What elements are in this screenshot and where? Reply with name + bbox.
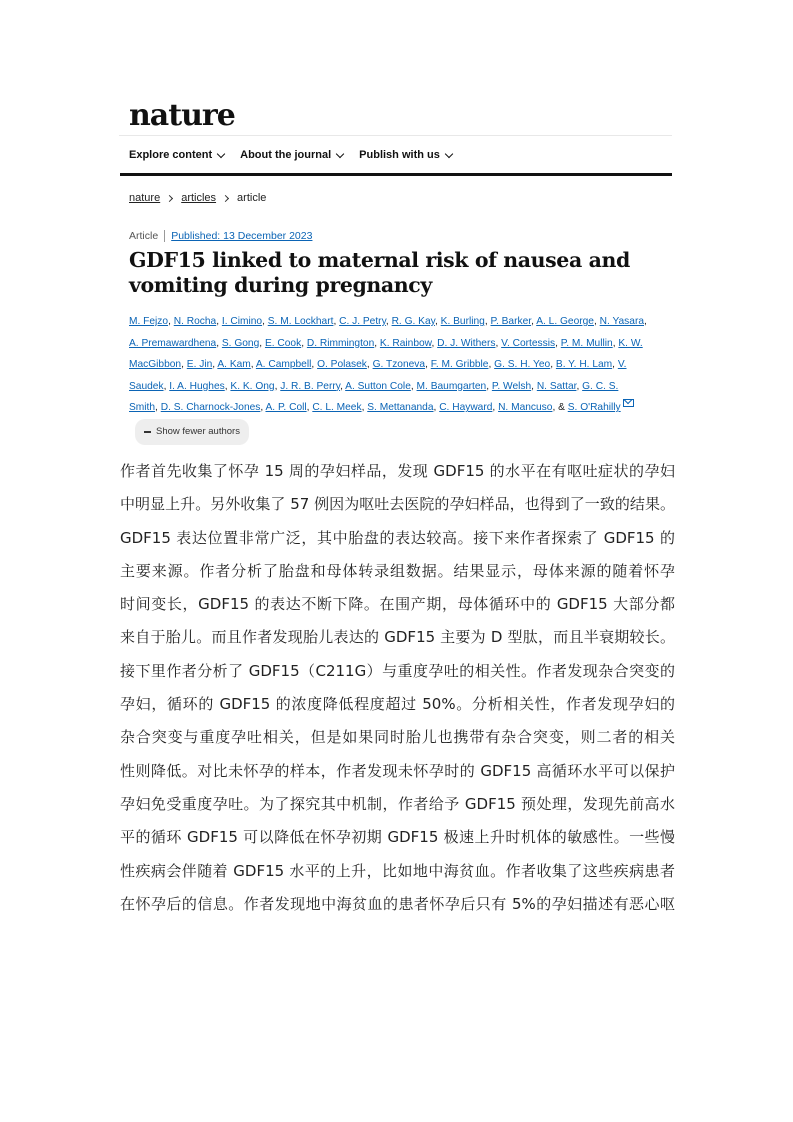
nature-logo[interactable]: nature xyxy=(129,98,235,133)
author-link[interactable]: B. Y. H. Lam xyxy=(555,359,613,371)
body-line: 在怀孕后的信息。作者发现地中海贫血的患者怀孕后只有 5%的孕妇描述有恶心呕 xyxy=(120,894,675,913)
minus-icon xyxy=(144,431,151,433)
author-link[interactable]: N. Mancuso xyxy=(498,402,553,414)
body-line: 中明显上升。另外收集了 57 例因为呕吐去医院的孕妇样品，也得到了一致的结果。 xyxy=(120,495,675,514)
author-link[interactable]: N. Rocha xyxy=(173,316,217,327)
body-line: GDF15 表达位置非常广泛，其中胎盘的表达较高。接下来作者探索了 GDF15 的 xyxy=(120,528,675,547)
author-link[interactable]: K. K. Ong xyxy=(230,380,275,392)
author-link[interactable]: S. Gong xyxy=(221,337,260,349)
article-body-text xyxy=(120,455,675,921)
author-link[interactable]: E. Cook xyxy=(264,337,302,349)
divider xyxy=(119,135,672,136)
author-link[interactable]: G. Tzoneva xyxy=(372,359,426,371)
author-link[interactable]: S. M. Lockhart xyxy=(267,316,334,327)
breadcrumb-article: article xyxy=(237,192,267,204)
nav-divider xyxy=(120,173,672,176)
author-link[interactable]: R. G. Kay xyxy=(391,316,435,327)
published-date[interactable]: Published: 13 December 2023 xyxy=(171,230,313,242)
ampersand: & xyxy=(558,402,565,414)
author-link[interactable]: D. Rimmington xyxy=(306,337,375,349)
author-link[interactable]: M. Baumgarten xyxy=(416,380,487,392)
breadcrumb-nature[interactable]: nature xyxy=(129,192,161,204)
chevron-right-icon xyxy=(166,194,173,201)
author-link[interactable]: A. Kam xyxy=(217,359,251,371)
body-line: 孕妇免受重度孕吐。为了探究其中机制，作者给予 GDF15 预处理，发现先前高水 xyxy=(120,794,675,813)
author-link[interactable]: I. A. Hughes xyxy=(169,380,225,392)
author-link[interactable]: P. Welsh xyxy=(491,380,532,392)
body-line: 接下里作者分析了 GDF15（C211G）与重度孕吐的相关性。作者发现杂合突变的 xyxy=(120,661,675,680)
body-line: 性则降低。对比未怀孕的样本，作者发现未怀孕时的 GDF15 高循环水平可以保护 xyxy=(120,761,675,780)
main-nav xyxy=(129,149,468,161)
body-line: 来自于胎儿。而且作者发现胎儿表达的 GDF15 主要为 D 型肽，而且半衰期较长。 xyxy=(120,628,675,647)
breadcrumb xyxy=(129,192,266,204)
author-link[interactable]: K. Rainbow xyxy=(379,337,432,349)
author-list: M. Fejzo, N. Rocha, I. Cimino, S. M. Lockhart, C. J. Petry, R. G. Kay, K. Burling, P. Barker, A. L. George, N. Yasara, A. Premawardhena, S. Gong, E. Cook, D. Rimmington, K. Rainbow, D. J. Withers, V. Cortessis, P. M. Mullin, K. W. MacGibbon, E. Jin, A. Kam, A. Campbell, O. Polasek, G. Tzoneva, F. M. Gribble, G. S. H. Yeo, B. Y. H. Lam, V. Saudek, I. A. Hughes, K. K. Ong, J. R. B. Perry, A. Sutton Cole, M. Baumgarten, P. Welsh, N. Sattar, G. C. S. Smith, D. S. Charnock-Jones, A. P. Coll, C. L. Meek, S. Mettananda, C. Hayward, N. Mancuso, & S. O'Rahilly Show fewer authors xyxy=(129,311,649,445)
article-screenshot xyxy=(119,97,672,444)
nav-label: Explore content xyxy=(129,149,213,161)
author-link[interactable]: S. O'Rahilly xyxy=(567,402,621,414)
author-link[interactable]: P. Barker xyxy=(490,316,532,327)
body-line: 作者首先收集了怀孕 15 周的孕妇样品，发现 GDF15 的水平在有呕吐症状的孕妇 xyxy=(120,462,675,480)
author-link[interactable]: C. L. Meek xyxy=(312,402,362,414)
author-link[interactable]: I. Cimino xyxy=(221,316,263,327)
body-line: 平的循环 GDF15 可以降低在怀孕初期 GDF15 极速上升时机体的敏感性。一些慢 xyxy=(120,828,675,847)
author-link[interactable]: A. P. Coll xyxy=(265,402,307,414)
author-link[interactable]: M. Fejzo xyxy=(129,316,169,327)
body-line: 时间变长，GDF15 的表达不断下降。在围产期，母体循环中的 GDF15 大部分都 xyxy=(120,595,675,614)
author-link[interactable]: A. Premawardhena xyxy=(129,337,217,349)
author-link[interactable]: C. Hayward xyxy=(439,402,493,414)
author-link[interactable]: P. M. Mullin xyxy=(560,337,613,349)
divider xyxy=(164,230,165,242)
author-link[interactable]: S. Mettananda xyxy=(367,402,434,414)
author-link[interactable]: J. R. B. Perry xyxy=(280,380,341,392)
author-link[interactable]: K. W. MacGibbon xyxy=(129,337,643,371)
nav-explore-content[interactable] xyxy=(129,149,224,161)
author-link[interactable]: K. Burling xyxy=(440,316,485,327)
author-link[interactable]: A. Campbell xyxy=(255,359,312,371)
author-link[interactable]: D. J. Withers xyxy=(437,337,496,349)
author-link[interactable]: G. S. H. Yeo xyxy=(494,359,551,371)
nav-publish-with-us[interactable] xyxy=(359,149,452,161)
article-type: Article xyxy=(129,230,159,242)
body-line: 性疾病会伴随着 GDF15 水平的上升，比如地中海贫血。作者收集了这些疾病患者 xyxy=(120,861,675,880)
author-link[interactable]: E. Jin xyxy=(186,359,213,371)
author-link[interactable]: D. S. Charnock-Jones xyxy=(160,402,261,414)
author-link[interactable]: N. Yasara xyxy=(599,316,644,327)
author-link[interactable]: N. Sattar xyxy=(536,380,577,392)
author-link[interactable]: V. Cortessis xyxy=(501,337,556,349)
show-fewer-authors-button[interactable] xyxy=(135,419,249,445)
show-fewer-label: Show fewer authors xyxy=(156,425,240,437)
chevron-right-icon xyxy=(222,194,229,201)
chevron-down-icon xyxy=(336,149,344,157)
body-line: 孕妇，循环的 GDF15 的浓度降低程度超过 50%。分析相关性，作者发现孕妇的 xyxy=(120,695,675,714)
article-title: GDF15 linked to maternal risk of nausea and vomiting during pregnancy xyxy=(129,248,630,297)
author-link[interactable]: O. Polasek xyxy=(317,359,367,371)
mail-icon[interactable] xyxy=(623,399,634,407)
article-meta xyxy=(129,230,312,242)
nav-label: Publish with us xyxy=(359,149,440,161)
chevron-down-icon xyxy=(217,149,225,157)
author-link[interactable]: A. Sutton Cole xyxy=(345,380,411,392)
chevron-down-icon xyxy=(445,149,453,157)
author-link[interactable]: C. J. Petry xyxy=(339,316,386,327)
author-link[interactable]: F. M. Gribble xyxy=(430,359,489,371)
nav-about-journal[interactable] xyxy=(240,149,343,161)
nav-label: About the journal xyxy=(240,149,332,161)
author-link[interactable]: V. Saudek xyxy=(129,359,627,392)
breadcrumb-articles[interactable]: articles xyxy=(181,192,217,204)
author-link[interactable]: G. C. S. Smith xyxy=(129,380,619,414)
body-line: 杂合突变与重度孕吐相关，但是如果同时胎儿也携带有杂合突变，则二者的相关 xyxy=(120,728,675,747)
body-line: 主要来源。作者分析了胎盘和母体转录组数据。结果显示，母体来源的随着怀孕 xyxy=(120,561,675,580)
author-link[interactable]: A. L. George xyxy=(536,316,594,327)
